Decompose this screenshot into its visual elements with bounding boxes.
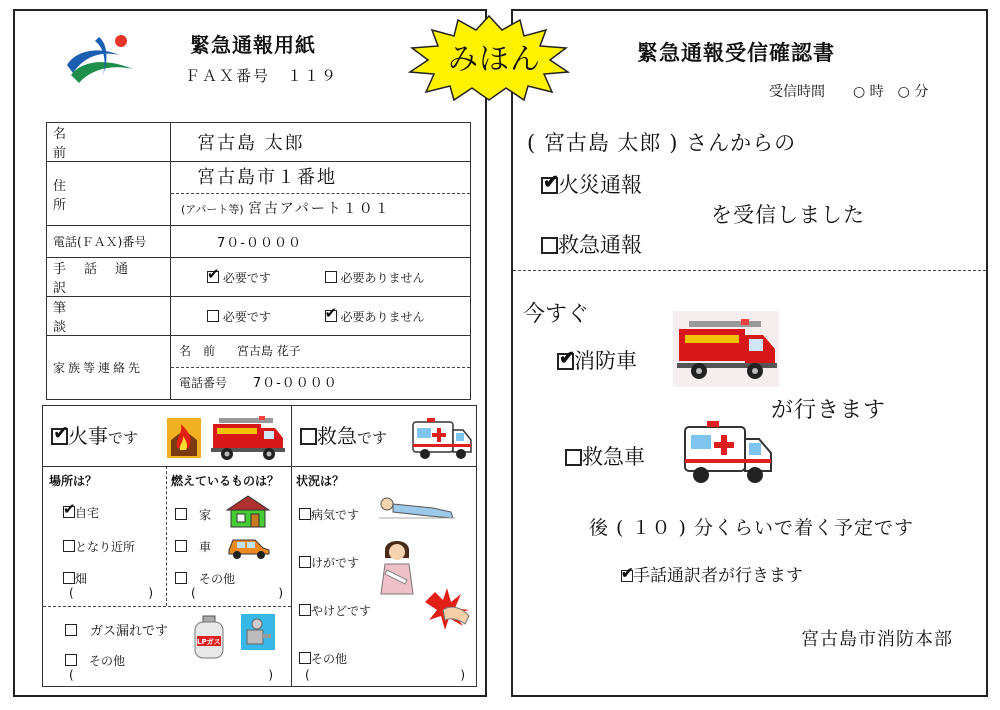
status-injured[interactable]: けがです <box>299 554 359 571</box>
fire-truck-icon <box>209 414 287 462</box>
ambulance-large-icon <box>681 421 773 485</box>
caller-info-table <box>46 122 471 400</box>
ambulance-car-checkbox[interactable] <box>565 449 582 466</box>
writing-noneed-checkbox[interactable] <box>325 310 337 322</box>
section-divider <box>513 270 986 271</box>
status-burn[interactable]: やけどです <box>299 602 371 619</box>
sign-need-option[interactable]: ✔ 必要です <box>207 271 271 285</box>
burning-house[interactable]: 家 <box>175 506 211 523</box>
burning-car-checkbox[interactable] <box>175 540 187 552</box>
burning-car[interactable]: 車 <box>175 538 211 555</box>
ambulance-report-option[interactable]: 救急通報 <box>541 229 642 259</box>
address-label: 住所 <box>53 178 147 213</box>
sick-person-icon <box>377 494 457 522</box>
emergency-report-form <box>13 9 487 697</box>
place-header: 場所は？ <box>49 474 98 488</box>
gas-other-option[interactable]: その他 <box>65 652 125 669</box>
form-title: 緊急通報用紙 <box>190 33 316 57</box>
address-field[interactable] <box>171 162 470 193</box>
receipt-confirmation <box>511 9 988 697</box>
burning-header: 燃えているものは？ <box>171 474 280 488</box>
fire-truck-option[interactable]: ✔消防車 <box>557 345 637 375</box>
place-neighbor[interactable]: となり近所 <box>63 538 135 555</box>
fax-number: ＦＡＸ番号 １１９ <box>185 67 339 85</box>
going-text: が行きます <box>771 398 887 423</box>
status-header: 状況は？ <box>296 474 345 488</box>
fire-report-option[interactable]: ✔火災通報 <box>541 169 642 199</box>
ambulance-checkbox[interactable] <box>300 428 317 445</box>
ambulance-option[interactable]: 救急です <box>300 420 387 449</box>
interpreter-checkbox[interactable] <box>621 570 633 582</box>
place-other-paren[interactable]: ( ) <box>69 586 153 600</box>
phone-field[interactable] <box>171 226 471 258</box>
fire-report-checkbox[interactable] <box>541 177 558 194</box>
writing-need-option[interactable]: 必要です <box>207 310 271 324</box>
phone-label: 電話(ＦＡＸ)番号 <box>53 235 147 249</box>
place-field-checkbox[interactable] <box>63 572 75 584</box>
status-sick-checkbox[interactable] <box>299 508 311 520</box>
fire-checkbox[interactable] <box>51 428 68 445</box>
gas-other-checkbox[interactable] <box>65 654 77 666</box>
house-fire-icon <box>167 418 201 458</box>
status-other-paren[interactable]: ( ) <box>305 668 465 682</box>
apartment-label: (アパート等) <box>181 203 244 216</box>
gas-other-paren[interactable]: ( ) <box>69 668 273 682</box>
sign-noneed-checkbox[interactable] <box>325 271 337 283</box>
car-icon <box>225 530 271 560</box>
house-icon <box>225 494 271 528</box>
burning-other-checkbox[interactable] <box>175 572 187 584</box>
received-text: を受信しました <box>711 203 865 227</box>
name-field[interactable] <box>171 123 471 162</box>
caller-line: ( 宮古島 太郎 ) さんからの <box>527 131 797 155</box>
status-other[interactable]: その他 <box>299 650 347 667</box>
place-home-checkbox[interactable] <box>63 506 75 518</box>
status-injured-checkbox[interactable] <box>299 556 311 568</box>
place-field[interactable]: 畑 <box>63 570 87 587</box>
burning-other[interactable]: その他 <box>175 570 235 587</box>
status-sick[interactable]: 病気です <box>299 506 359 523</box>
family-name-value: 宮古島 花子 <box>236 344 301 358</box>
place-neighbor-checkbox[interactable] <box>63 540 75 552</box>
gas-leak-checkbox[interactable] <box>65 624 77 636</box>
fire-truck-large-icon <box>675 317 779 383</box>
burning-other-paren[interactable]: ( ) <box>191 586 283 600</box>
name-label: 名前 <box>53 127 147 161</box>
injured-person-icon <box>377 536 417 596</box>
received-time: 受信時間 ○ 時 ○ 分 <box>769 84 929 100</box>
fire-truck-checkbox[interactable] <box>557 353 574 370</box>
receipt-title: 緊急通報受信確認書 <box>637 40 835 65</box>
apartment-field[interactable] <box>171 193 470 225</box>
burning-house-checkbox[interactable] <box>175 508 187 520</box>
sign-need-checkbox[interactable] <box>207 271 219 283</box>
status-other-checkbox[interactable] <box>299 652 311 664</box>
phone-value: 7０-００００ <box>217 236 302 251</box>
sign-language-label: 手話通訳 <box>53 262 147 296</box>
gas-meter-icon <box>241 614 275 650</box>
ambulance-icon <box>411 418 473 462</box>
address-value: 宮古島市１番地 <box>197 167 337 188</box>
fire-option[interactable]: ✔火事です <box>51 420 138 449</box>
burn-hand-icon <box>425 584 473 634</box>
writing-noneed-option[interactable]: ✔ 必要ありません <box>325 310 425 324</box>
family-phone-field[interactable]: 電話番号 7０-００００ <box>171 367 470 399</box>
family-phone-value: 7０-００００ <box>252 376 338 391</box>
family-contact-label: 家族等連絡先 <box>53 361 144 375</box>
lp-gas-label: LPガス <box>197 638 221 646</box>
eta-text: 後 ( １０ ) 分くらいで着く予定です <box>589 517 914 539</box>
place-home[interactable]: ✔自宅 <box>63 504 99 521</box>
gas-leak-option[interactable]: ガス漏れです <box>65 620 168 639</box>
incident-type-section <box>42 405 477 687</box>
status-burn-checkbox[interactable] <box>299 604 311 616</box>
writing-label: 筆談 <box>53 301 147 335</box>
ambulance-car-option[interactable]: 救急車 <box>565 441 645 471</box>
sample-badge-text: みほん <box>448 42 541 77</box>
writing-need-checkbox[interactable] <box>207 310 219 322</box>
fire-department-name: 宮古島市消防本部 <box>801 629 953 650</box>
interpreter-option[interactable]: ✔手話通訳者が行きます <box>621 561 803 586</box>
city-logo <box>63 29 139 87</box>
sign-noneed-option[interactable]: 必要ありません <box>325 271 425 285</box>
name-value: 宮古島 太郎 <box>197 133 305 154</box>
now-text: 今すぐ <box>523 302 590 327</box>
apartment-value: 宮古アパート１０１ <box>247 201 391 217</box>
family-name-field[interactable]: 名 前 宮古島 花子 <box>179 344 301 358</box>
ambulance-report-checkbox[interactable] <box>541 237 558 254</box>
